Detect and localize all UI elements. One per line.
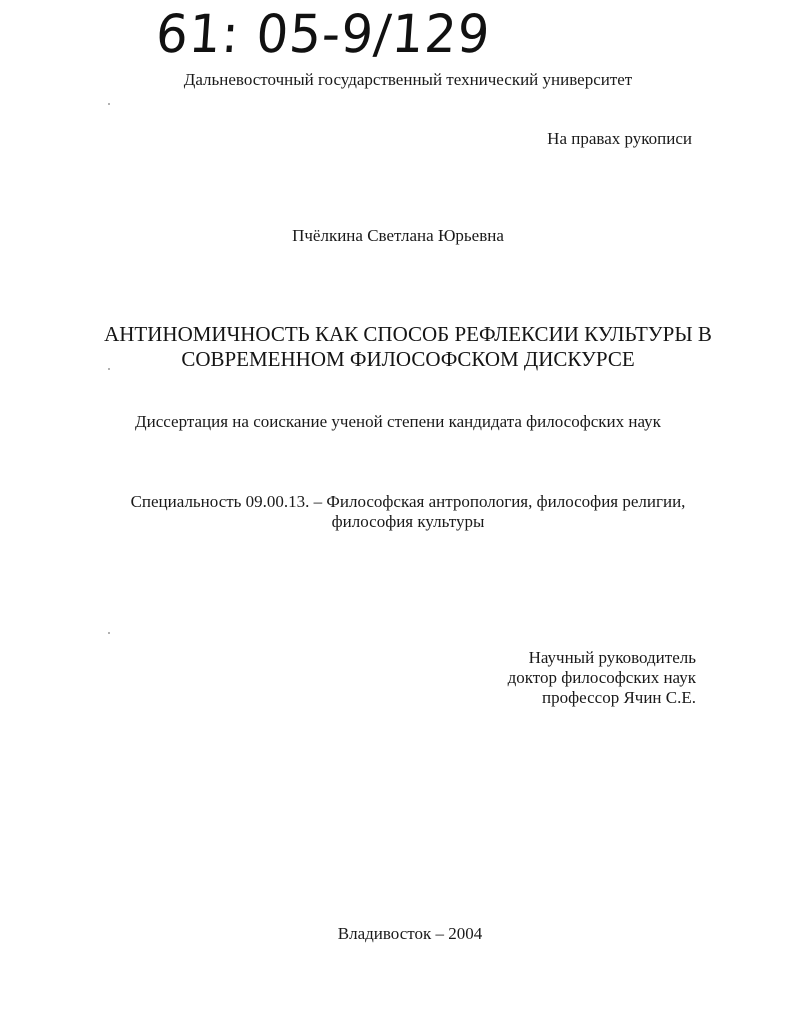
speciality-block (0, 492, 796, 532)
supervisor-line-1: Научный руководитель (528, 648, 696, 667)
university-name: Дальневосточный государственный технический университет (183, 70, 633, 89)
thesis-title-line-1: АНТИНОМИЧНОСТЬ КАК СПОСОБ РЕФЛЕКСИИ КУЛЬТУРЫ В (104, 322, 712, 346)
scan-speck (108, 368, 110, 370)
thesis-title (0, 322, 796, 372)
city-year: Владивосток – 2004 (337, 924, 483, 943)
author-name: Пчёлкина Светлана Юрьевна (292, 226, 504, 245)
scan-speck (108, 632, 110, 634)
speciality-line-2: философия культуры (331, 512, 485, 531)
handwritten-archive-code: 61: 05-9/129 (154, 3, 493, 65)
thesis-subtitle: Диссертация на соискание ученой степени кандидата философских наук (135, 412, 661, 431)
thesis-title-line-2: СОВРЕМЕННОМ ФИЛОСОФСКОМ ДИСКУРСЕ (181, 347, 635, 371)
supervisor-line-3: профессор Ячин С.Е. (542, 688, 696, 707)
scan-speck (108, 103, 110, 105)
supervisor-block (508, 648, 696, 708)
rights-note: На правах рукописи (547, 129, 692, 148)
speciality-line-1: Специальность 09.00.13. – Философская антропология, философия религии, (130, 492, 686, 511)
supervisor-line-2: доктор философских наук (507, 668, 696, 687)
